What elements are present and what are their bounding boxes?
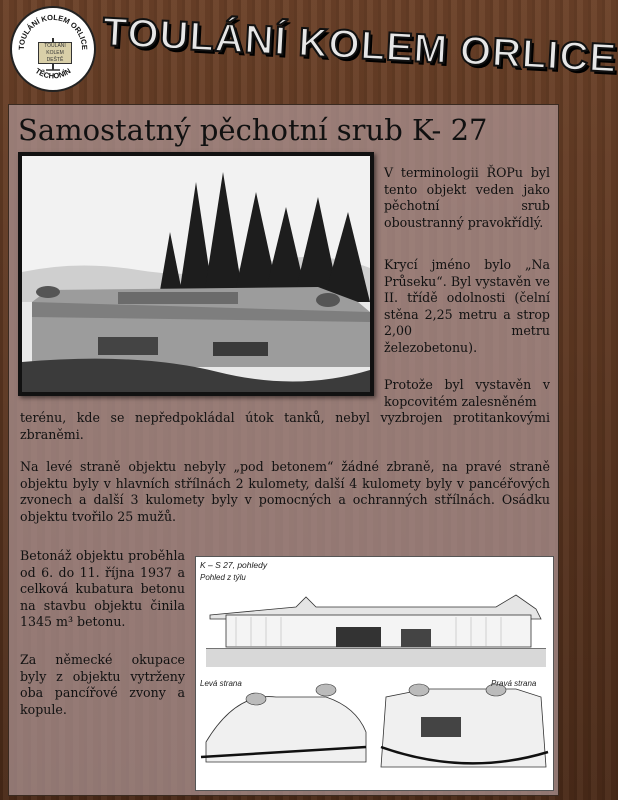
paragraph-terrain-start: Protože byl vystavěn v kopcovitém zalesněném (384, 377, 550, 409)
page-title: Samostatný pěchotní srub K- 27 (18, 113, 488, 147)
paragraph-codename: Krycí jméno bylo „Na Průseku“. Byl vystavěn ve II. třídě odolnosti (čelní stěna 2,25 metru a strop 2,00 metru železobetonu). (384, 257, 550, 355)
bunker-photo (18, 152, 374, 396)
logo-top-text: TOULÁNÍ KOLEM ORLICE (16, 12, 90, 51)
paragraph-occupation: Za německé okupace byly z objektu vytrženy oba pancířové zvony a kopule. (20, 652, 185, 717)
paragraph-armament: Na levé straně objektu nebyly „pod betonem“ žádné zbraně, na pravé straně objektu byly v hlavních střílnách 2 kulomety, další 4 kulomety byly v pancéřových zvonech a další 3 kulomety byly v pomocných a ochranných střílnách. Osádku objektu tvořilo 25 mužů. (20, 459, 550, 524)
bunker-drawing (195, 556, 554, 791)
logo-signpost: TOULÁNÍ KOLEM DEŠTĚ (38, 42, 72, 64)
drawing-title: K – S 27, pohledy (200, 560, 268, 570)
bunker-drawing-art (196, 557, 553, 790)
paragraph-terminology: V terminologii ŘOPu byl tento objekt veden jako pěchotní srub oboustranný pravokřídlý. (384, 165, 550, 230)
logo-badge (10, 6, 96, 92)
banner-title: TOULÁNÍ KOLEM ORLICE (101, 10, 618, 81)
drawing-right-side-label: Pravá strana (491, 679, 537, 688)
drawing-left-side-label: Levá strana (200, 679, 242, 688)
paragraph-concreting: Betonáž objektu proběhla od 6. do 11. října 1937 a celková kubatura betonu na stavbu objektu činila 1345 m³ betonu. (20, 548, 185, 629)
paragraph-terrain-end: terénu, kde se nepředpokládal útok tanků, nebyl vyzbrojen protitankovými zbraněmi. (20, 410, 550, 442)
drawing-rear-view-label: Pohled z týlu (200, 573, 246, 582)
logo-bottom-text: TĚCHONÍN (33, 66, 73, 81)
